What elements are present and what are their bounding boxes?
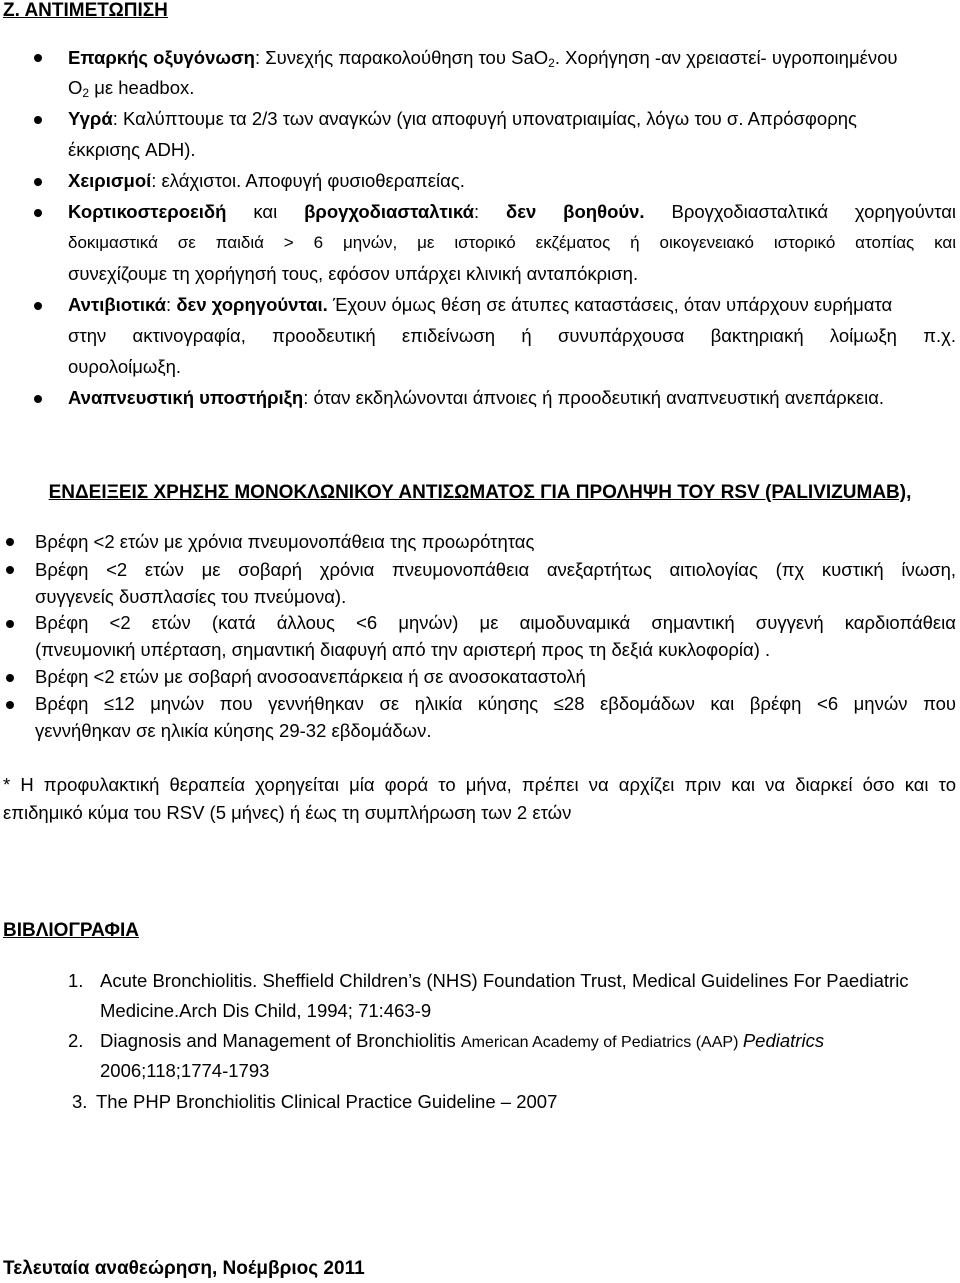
fluids-text: : Καλύπτουμε τα 2/3 των αναγκών (για αποφυγή υπονατριαιμίας, λόγω του σ. Απρόσφορης <box>112 108 857 129</box>
reference-2-line2: 2006;118;1774-1793 <box>100 1060 270 1081</box>
reference-3: The PHP Bronchiolitis Clinical Practice Guideline – 2007 <box>96 1091 558 1112</box>
bullet-icon <box>34 395 42 403</box>
oxygen-o: O <box>68 77 83 98</box>
oxygen-text-cont: . Χορήγηση -αν χρειαστεί- υγροποιημένου <box>554 47 898 68</box>
section-heading-treatment: Ζ. ΑΝΤΙΜΕΤΩΠΙΣΗ <box>3 0 168 21</box>
section-heading-rsv: ΕΝΔΕΙΞΕΙΣ ΧΡΗΣΗΣ ΜΟΝΟΚΛΩΝΙΚΟΥ ΑΝΤΙΣΩΜΑΤΟΣ ΓΙΑ ΠΡΟΛΗΨΗ ΤΟΥ RSV (PALIVIZUMAB), <box>48 482 912 503</box>
not-given-label: δεν χορηγούνται. <box>176 294 328 315</box>
bullet-icon <box>34 178 42 186</box>
bullet-icon <box>6 620 14 628</box>
corticosteroids-line2: δοκιμαστικά σε παιδιά > 6 μηνών, με ιστορικό εκζέματος ή οικογενειακό ιστορικό ατοπίας και <box>68 233 956 252</box>
rsv-item-3: Βρέφη <2 ετών (κατά άλλους <6 μηνών) με αιμοδυναμικά σημαντική συγγενή καρδιοπάθεια <box>35 612 956 633</box>
corticosteroids-label: Κορτικοστεροειδή <box>68 201 227 222</box>
reference-1: Acute Bronchiolitis. Sheffield Children’s (NHS) Foundation Trust, Medical Guidelines For Paediatric <box>100 970 909 991</box>
respiratory-label: Αναπνευστική υποστήριξη <box>68 387 304 408</box>
bullet-icon <box>6 674 14 682</box>
section-heading-bibliography: ΒΙΒΛΙΟΓΡΑΦΙΑ <box>3 920 139 941</box>
bullet-icon <box>34 302 42 310</box>
fluids-label: Υγρά <box>68 108 113 129</box>
reference-number: 1. <box>68 970 84 991</box>
bullet-icon <box>34 54 42 62</box>
reference-1-line2: Medicine.Arch Dis Child, 1994; 71:463-9 <box>100 1000 432 1021</box>
last-revision: Τελευταία αναθεώρηση, Νοέμβριος 2011 <box>3 1258 365 1279</box>
reference-2-journal: Pediatrics <box>742 1030 825 1051</box>
antibiotics-item <box>68 294 892 316</box>
bullet-icon <box>34 209 42 217</box>
oxygen-label: Επαρκής οξυγόνωση <box>68 47 255 68</box>
antibiotics-line2: στην ακτινογραφία, προοδευτική επιδείνωση ή συνυπάρχουσα βακτηριακή λοίμωξη π.χ. <box>68 325 956 346</box>
bullet-icon <box>6 701 14 709</box>
conj: και <box>226 201 305 222</box>
rsv-item-4: Βρέφη <2 ετών με σοβαρή ανοσοανεπάρκεια ή σε ανοσοκαταστολή <box>35 666 586 687</box>
rsv-item-2-line2: συγγενείς δυσπλασίες του πνεύμονα). <box>35 586 347 607</box>
subscript: 2 <box>548 56 555 70</box>
bullet-icon <box>6 538 14 546</box>
bullet-icon <box>34 116 42 124</box>
reference-number: 2. <box>68 1030 84 1051</box>
rsv-item-1: Βρέφη <2 ετών με χρόνια πνευμονοπάθεια της προωρότητας <box>35 531 535 552</box>
rsv-item-2: Βρέφη <2 ετών με σοβαρή χρόνια πνευμονοπάθεια ανεξαρτήτως αιτιολογίας (πχ κυστική ίνωση, <box>35 559 956 580</box>
corticosteroids-text: Βρογχοδιασταλτικά χορηγούνται <box>644 201 956 222</box>
reference-2 <box>100 1030 824 1054</box>
bronchodilators-label: βρογχοδιασταλτικά <box>304 201 474 222</box>
colon: : <box>473 201 506 222</box>
oxygen-item <box>68 47 898 69</box>
bullet-icon <box>6 566 14 574</box>
rsv-item-3-line2: (πνευμονική υπέρταση, σημαντική διαφυγή από την αριστερή προς τη δεξιά κυκλοφορία) . <box>35 639 771 660</box>
fluids-line2: έκκρισης ADH). <box>68 139 196 160</box>
handling-item <box>68 170 465 192</box>
oxygen-text: : Συνεχής παρακολούθηση του SaO <box>254 47 549 68</box>
oxygen-item-line2 <box>68 77 194 99</box>
rsv-item-5-line2: γεννήθηκαν σε ηλικία κύησης 29-32 εβδομάδων. <box>35 720 432 741</box>
rsv-item-5: Βρέφη ≤12 μηνών που γεννήθηκαν σε ηλικία κύησης ≤28 εβδομάδων και βρέφη <6 μηνών που <box>35 693 956 714</box>
reference-number: 3. <box>72 1091 88 1112</box>
not-helpful-label: δεν βοηθούν. <box>506 201 645 222</box>
respiratory-text: : όταν εκδηλώνονται άπνοιες ή προοδευτική αναπνευστική ανεπάρκεια. <box>303 387 885 408</box>
respiratory-item <box>68 387 884 409</box>
oxygen-headbox: με headbox. <box>89 77 195 98</box>
fluids-item <box>68 108 857 130</box>
subscript: 2 <box>82 86 90 100</box>
antibiotics-label: Αντιβιοτικά <box>68 294 167 315</box>
antibiotics-line3: ουρολοίμωξη. <box>68 356 182 377</box>
handling-label: Χειρισμοί <box>68 170 152 191</box>
handling-text: : ελάχιστοι. Αποφυγή φυσιοθεραπείας. <box>151 170 465 191</box>
corticosteroids-line3: συνεχίζουμε τη χορήγησή τους, εφόσον υπάρχει κλινική ανταπόκριση. <box>68 263 639 284</box>
reference-2-publisher: American Academy of Pediatrics (AAP) <box>460 1034 743 1051</box>
corticosteroids-item <box>68 201 956 223</box>
colon: : <box>166 294 177 315</box>
prophylaxis-note: * Η προφυλακτική θεραπεία χορηγείται μία φορά το μήνα, πρέπει να αρχίζει πριν και να διαρκεί όσο και το <box>3 774 956 795</box>
prophylaxis-note-line2: επιδημικό κύμα του RSV (5 μήνες) ή έως τη συμπλήρωση των 2 ετών <box>3 802 572 823</box>
reference-2-title: Diagnosis and Management of Bronchiolitis <box>100 1030 461 1051</box>
antibiotics-text: Έχουν όμως θέση σε άτυπες καταστάσεις, όταν υπάρχουν ευρήματα <box>327 294 893 315</box>
